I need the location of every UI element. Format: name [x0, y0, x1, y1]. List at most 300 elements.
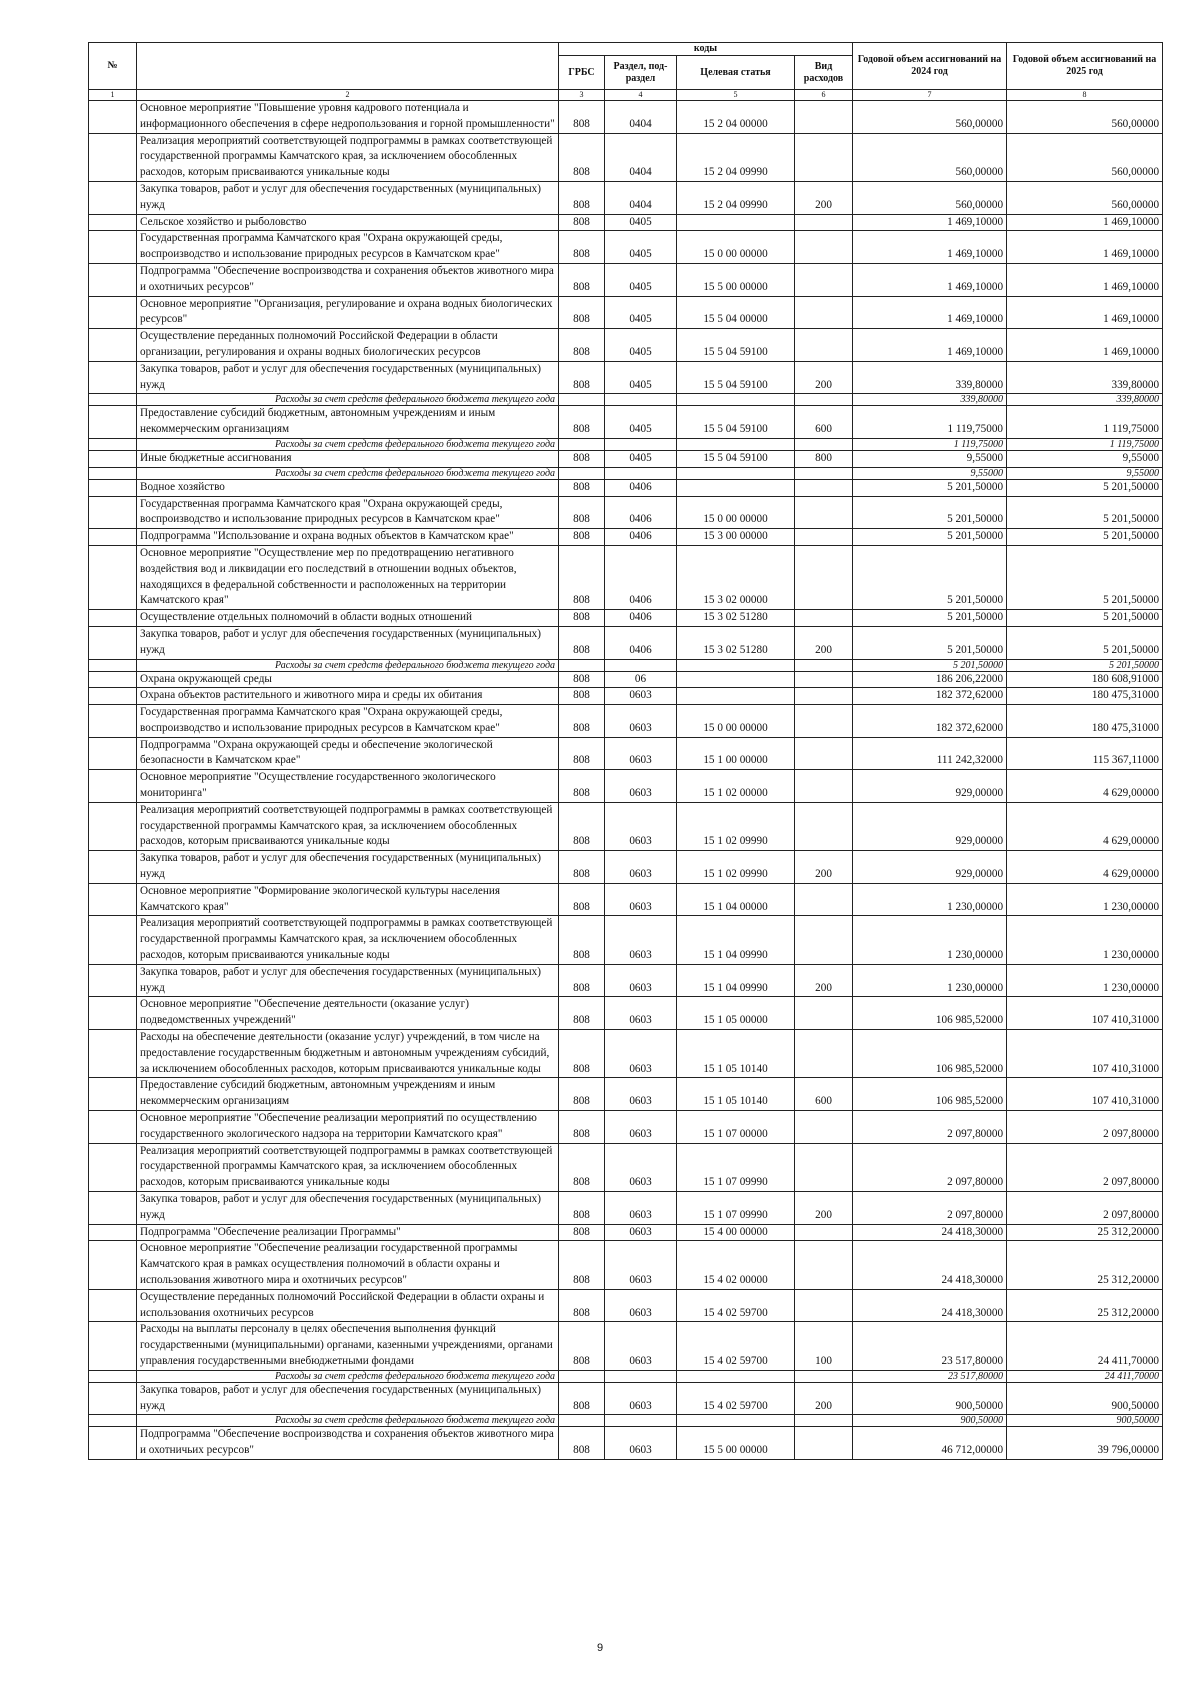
column-number: 5	[677, 90, 795, 101]
row-value-2024: 5 201,50000	[853, 659, 1007, 671]
row-target: 15 0 00 00000	[677, 705, 795, 738]
row-value-2024: 1 230,00000	[853, 916, 1007, 964]
row-target: 15 3 02 51280	[677, 626, 795, 659]
row-value-2024: 1 469,10000	[853, 214, 1007, 231]
row-value-2025: 900,50000	[1007, 1415, 1163, 1427]
row-section: 0603	[605, 851, 677, 884]
row-value-2025: 900,50000	[1007, 1382, 1163, 1415]
row-section: 0406	[605, 626, 677, 659]
row-target: 15 5 00 00000	[677, 1427, 795, 1460]
row-type	[795, 737, 853, 770]
row-section	[605, 659, 677, 671]
row-value-2024: 23 517,80000	[853, 1370, 1007, 1382]
row-value-2024: 9,55000	[853, 467, 1007, 479]
row-number	[89, 545, 137, 609]
column-number: 4	[605, 90, 677, 101]
row-number	[89, 671, 137, 688]
row-name: Реализация мероприятий соответствующей подпрограммы в рамках соответствующей государственной программы Камчатского края, за исключением обособленных расходов, которым присваиваются уникальные коды	[137, 1143, 559, 1191]
row-section: 0603	[605, 802, 677, 850]
row-number	[89, 1111, 137, 1144]
row-name: Основное мероприятие "Обеспечение реализации государственной программы Камчатского края в рамках осуществления полномочий в области охраны и использования животного мира и охотничьих ресурсов"	[137, 1241, 559, 1289]
row-section: 0603	[605, 1382, 677, 1415]
row-target	[677, 659, 795, 671]
table-row	[89, 529, 1163, 546]
header-volume-2025: Годовой объем ассигнований на 2025 год	[1007, 43, 1163, 90]
row-number	[89, 1382, 137, 1415]
row-grbs: 808	[559, 626, 605, 659]
row-number	[89, 883, 137, 916]
row-target: 15 5 04 59100	[677, 329, 795, 362]
column-number: 2	[137, 90, 559, 101]
row-number	[89, 1192, 137, 1225]
row-name: Основное мероприятие "Формирование экологической культуры населения Камчатского края"	[137, 883, 559, 916]
row-number	[89, 329, 137, 362]
row-section: 0603	[605, 1427, 677, 1460]
federal-budget-row	[89, 438, 1163, 450]
row-value-2024: 929,00000	[853, 851, 1007, 884]
row-number	[89, 1241, 137, 1289]
row-grbs: 808	[559, 1241, 605, 1289]
row-number	[89, 1427, 137, 1460]
row-name: Государственная программа Камчатского края "Охрана окружающей среды, воспроизводство и использование природных ресурсов в Камчатском крае"	[137, 231, 559, 264]
table-row	[89, 545, 1163, 609]
row-name: Основное мероприятие "Обеспечение реализации мероприятий по осуществлению государственного экологического надзора на территории Камчатского края"	[137, 1111, 559, 1144]
row-number	[89, 737, 137, 770]
row-name: Расходы за счет средств федерального бюджета текущего года	[137, 659, 559, 671]
row-value-2025: 107 410,31000	[1007, 1030, 1163, 1078]
row-type	[795, 883, 853, 916]
row-target: 15 5 04 59100	[677, 406, 795, 439]
row-value-2025: 2 097,80000	[1007, 1143, 1163, 1191]
row-value-2024: 1 119,75000	[853, 438, 1007, 450]
row-value-2025: 5 201,50000	[1007, 496, 1163, 529]
table-row	[89, 964, 1163, 997]
row-name: Основное мероприятие "Осуществление мер по предотвращению негативного воздействия вод и ликвидации его последствий в отношении водных объектов, находящихся в федеральной собственности и расположенных на территории Камчатского края"	[137, 545, 559, 609]
row-target: 15 4 02 00000	[677, 1241, 795, 1289]
row-number	[89, 1030, 137, 1078]
row-value-2024: 900,50000	[853, 1382, 1007, 1415]
row-grbs: 808	[559, 181, 605, 214]
row-target: 15 0 00 00000	[677, 496, 795, 529]
row-value-2024: 24 418,30000	[853, 1289, 1007, 1322]
row-type: 200	[795, 1192, 853, 1225]
table-row	[89, 705, 1163, 738]
row-value-2025: 25 312,20000	[1007, 1241, 1163, 1289]
row-grbs: 808	[559, 1289, 605, 1322]
row-target: 15 2 04 09990	[677, 133, 795, 181]
table-row	[89, 1322, 1163, 1370]
row-value-2024: 5 201,50000	[853, 479, 1007, 496]
row-number	[89, 1415, 137, 1427]
row-value-2025: 5 201,50000	[1007, 479, 1163, 496]
row-type: 200	[795, 964, 853, 997]
row-target	[677, 438, 795, 450]
row-grbs	[559, 1370, 605, 1382]
table-row	[89, 361, 1163, 394]
row-name: Подпрограмма "Обеспечение воспроизводства и сохранения объектов животного мира и охотничьих ресурсов"	[137, 1427, 559, 1460]
row-section: 0406	[605, 545, 677, 609]
row-value-2024: 24 418,30000	[853, 1241, 1007, 1289]
row-section: 0603	[605, 1111, 677, 1144]
row-type	[795, 263, 853, 296]
row-name: Основное мероприятие "Организация, регулирование и охрана водных биологических ресурсов"	[137, 296, 559, 329]
row-target: 15 3 02 51280	[677, 610, 795, 627]
row-type	[795, 1224, 853, 1241]
row-target: 15 4 02 59700	[677, 1289, 795, 1322]
row-type: 200	[795, 181, 853, 214]
row-section: 0603	[605, 1030, 677, 1078]
row-name: Расходы на выплаты персоналу в целях обеспечения выполнения функций государственными (муниципальными) органами, казенными учреждениями, органами управления государственными внебюджетными фондами	[137, 1322, 559, 1370]
row-grbs: 808	[559, 406, 605, 439]
row-target: 15 5 04 00000	[677, 296, 795, 329]
row-name: Закупка товаров, работ и услуг для обеспечения государственных (муниципальных) нужд	[137, 1382, 559, 1415]
row-value-2024: 339,80000	[853, 361, 1007, 394]
row-grbs: 808	[559, 964, 605, 997]
row-section	[605, 1415, 677, 1427]
header-codes: коды	[559, 43, 853, 56]
row-section: 0406	[605, 479, 677, 496]
row-value-2025: 560,00000	[1007, 181, 1163, 214]
row-value-2024: 2 097,80000	[853, 1192, 1007, 1225]
row-name: Водное хозяйство	[137, 479, 559, 496]
row-value-2025: 1 119,75000	[1007, 406, 1163, 439]
row-type: 600	[795, 1078, 853, 1111]
row-grbs: 808	[559, 1192, 605, 1225]
row-value-2024: 182 372,62000	[853, 688, 1007, 705]
table-row	[89, 496, 1163, 529]
row-value-2024: 929,00000	[853, 770, 1007, 803]
row-value-2025: 1 230,00000	[1007, 916, 1163, 964]
row-grbs: 808	[559, 545, 605, 609]
row-target: 15 1 00 00000	[677, 737, 795, 770]
row-number	[89, 851, 137, 884]
table-row	[89, 263, 1163, 296]
row-value-2025: 24 411,70000	[1007, 1370, 1163, 1382]
row-value-2024: 23 517,80000	[853, 1322, 1007, 1370]
header-number: №	[89, 43, 137, 90]
row-name: Подпрограмма "Обеспечение воспроизводства и сохранения объектов животного мира и охотничьих ресурсов"	[137, 263, 559, 296]
row-section	[605, 438, 677, 450]
row-grbs	[559, 438, 605, 450]
row-value-2024: 106 985,52000	[853, 997, 1007, 1030]
row-type	[795, 1241, 853, 1289]
row-value-2024: 1 469,10000	[853, 231, 1007, 264]
row-type	[795, 296, 853, 329]
row-number	[89, 1322, 137, 1370]
row-number	[89, 1370, 137, 1382]
row-number	[89, 406, 137, 439]
row-number	[89, 770, 137, 803]
row-grbs: 808	[559, 802, 605, 850]
table-row	[89, 1224, 1163, 1241]
row-grbs	[559, 394, 605, 406]
row-name: Расходы за счет средств федерального бюджета текущего года	[137, 438, 559, 450]
row-type	[795, 1143, 853, 1191]
row-value-2024: 1 230,00000	[853, 964, 1007, 997]
row-section: 06	[605, 671, 677, 688]
row-target: 15 1 04 09990	[677, 916, 795, 964]
row-grbs: 808	[559, 671, 605, 688]
row-type	[795, 545, 853, 609]
row-name: Основное мероприятие "Осуществление государственного экологического мониторинга"	[137, 770, 559, 803]
row-name: Расходы на обеспечение деятельности (оказание услуг) учреждений, в том числе на предоставление государственным бюджетным и автономным учреждениям субсидий, за исключением обособленных расходов, которым присваиваются уникальные коды	[137, 1030, 559, 1078]
row-name: Основное мероприятие "Повышение уровня кадрового потенциала и информационного обеспечения в сфере недропользования и горной промышленности"	[137, 101, 559, 134]
table-row	[89, 101, 1163, 134]
row-name: Расходы за счет средств федерального бюджета текущего года	[137, 394, 559, 406]
table-row	[89, 1030, 1163, 1078]
row-target: 15 0 00 00000	[677, 231, 795, 264]
row-name: Государственная программа Камчатского края "Охрана окружающей среды, воспроизводство и использование природных ресурсов в Камчатском крае"	[137, 496, 559, 529]
row-target	[677, 394, 795, 406]
row-number	[89, 296, 137, 329]
row-name: Подпрограмма "Использование и охрана водных объектов в Камчатском крае"	[137, 529, 559, 546]
column-number: 3	[559, 90, 605, 101]
row-number	[89, 263, 137, 296]
row-grbs: 808	[559, 1382, 605, 1415]
row-number	[89, 181, 137, 214]
row-target: 15 1 07 09990	[677, 1192, 795, 1225]
row-type: 100	[795, 1322, 853, 1370]
row-grbs: 808	[559, 997, 605, 1030]
row-grbs: 808	[559, 1322, 605, 1370]
row-value-2024: 1 469,10000	[853, 329, 1007, 362]
row-section: 0603	[605, 737, 677, 770]
row-name: Охрана объектов растительного и животного мира и среды их обитания	[137, 688, 559, 705]
row-section	[605, 467, 677, 479]
table-row	[89, 1192, 1163, 1225]
row-type	[795, 1289, 853, 1322]
row-value-2025: 4 629,00000	[1007, 802, 1163, 850]
row-target	[677, 479, 795, 496]
row-section: 0603	[605, 1078, 677, 1111]
row-section: 0405	[605, 406, 677, 439]
federal-budget-row	[89, 467, 1163, 479]
row-value-2024: 106 985,52000	[853, 1078, 1007, 1111]
row-value-2024: 339,80000	[853, 394, 1007, 406]
row-grbs: 808	[559, 479, 605, 496]
row-value-2025: 180 608,91000	[1007, 671, 1163, 688]
table-row	[89, 1143, 1163, 1191]
row-value-2024: 186 206,22000	[853, 671, 1007, 688]
row-type	[795, 214, 853, 231]
header-type: Вид расходов	[795, 56, 853, 90]
row-grbs: 808	[559, 496, 605, 529]
row-section: 0405	[605, 329, 677, 362]
row-section: 0405	[605, 296, 677, 329]
row-grbs: 808	[559, 529, 605, 546]
row-number	[89, 705, 137, 738]
row-number	[89, 438, 137, 450]
row-target: 15 4 00 00000	[677, 1224, 795, 1241]
row-name: Подпрограмма "Обеспечение реализации Программы"	[137, 1224, 559, 1241]
row-grbs: 808	[559, 1111, 605, 1144]
row-number	[89, 626, 137, 659]
row-target: 15 4 02 59700	[677, 1322, 795, 1370]
row-value-2024: 111 242,32000	[853, 737, 1007, 770]
row-type	[795, 1370, 853, 1382]
row-value-2025: 4 629,00000	[1007, 851, 1163, 884]
row-type	[795, 659, 853, 671]
row-value-2025: 2 097,80000	[1007, 1111, 1163, 1144]
row-target: 15 1 05 10140	[677, 1030, 795, 1078]
row-section: 0603	[605, 705, 677, 738]
row-name: Закупка товаров, работ и услуг для обеспечения государственных (муниципальных) нужд	[137, 1192, 559, 1225]
row-section: 0406	[605, 496, 677, 529]
row-target: 15 1 02 09990	[677, 851, 795, 884]
row-value-2024: 1 469,10000	[853, 263, 1007, 296]
row-name: Иные бюджетные ассигнования	[137, 450, 559, 467]
table-row	[89, 1289, 1163, 1322]
row-number	[89, 214, 137, 231]
row-section	[605, 394, 677, 406]
page-number: 9	[596, 1642, 604, 1654]
row-number	[89, 802, 137, 850]
table-body	[89, 101, 1163, 1460]
row-name: Закупка товаров, работ и услуг для обеспечения государственных (муниципальных) нужд	[137, 851, 559, 884]
row-section: 0603	[605, 1224, 677, 1241]
row-number	[89, 101, 137, 134]
row-type: 200	[795, 626, 853, 659]
row-target: 15 2 04 00000	[677, 101, 795, 134]
row-type: 200	[795, 851, 853, 884]
row-value-2025: 1 469,10000	[1007, 214, 1163, 231]
row-name: Реализация мероприятий соответствующей подпрограммы в рамках соответствующей государственной программы Камчатского края, за исключением обособленных расходов, которым присваиваются уникальные коды	[137, 802, 559, 850]
table-row	[89, 883, 1163, 916]
row-value-2025: 560,00000	[1007, 133, 1163, 181]
row-grbs: 808	[559, 737, 605, 770]
row-section: 0405	[605, 450, 677, 467]
row-target	[677, 214, 795, 231]
row-number	[89, 997, 137, 1030]
table-row	[89, 1241, 1163, 1289]
row-value-2025: 5 201,50000	[1007, 529, 1163, 546]
row-section: 0404	[605, 101, 677, 134]
row-section: 0405	[605, 231, 677, 264]
row-value-2025: 9,55000	[1007, 467, 1163, 479]
row-target: 15 5 00 00000	[677, 263, 795, 296]
row-target: 15 4 02 59700	[677, 1382, 795, 1415]
table-row	[89, 479, 1163, 496]
row-type	[795, 438, 853, 450]
row-section: 0603	[605, 883, 677, 916]
row-type	[795, 101, 853, 134]
row-grbs: 808	[559, 688, 605, 705]
table-row	[89, 671, 1163, 688]
column-number-row	[89, 90, 1163, 101]
row-value-2024: 2 097,80000	[853, 1111, 1007, 1144]
row-value-2025: 2 097,80000	[1007, 1192, 1163, 1225]
row-section: 0406	[605, 610, 677, 627]
row-type	[795, 997, 853, 1030]
row-name: Закупка товаров, работ и услуг для обеспечения государственных (муниципальных) нужд	[137, 964, 559, 997]
row-grbs: 808	[559, 450, 605, 467]
row-name: Сельское хозяйство и рыболовство	[137, 214, 559, 231]
row-name: Предоставление субсидий бюджетным, автономным учреждениям и иным некоммерческим организациям	[137, 1078, 559, 1111]
row-section: 0405	[605, 214, 677, 231]
row-value-2024: 1 119,75000	[853, 406, 1007, 439]
row-type	[795, 496, 853, 529]
table-row	[89, 610, 1163, 627]
row-target: 15 5 04 59100	[677, 450, 795, 467]
row-number	[89, 659, 137, 671]
row-target: 15 1 05 10140	[677, 1078, 795, 1111]
row-value-2024: 560,00000	[853, 133, 1007, 181]
row-name: Расходы за счет средств федерального бюджета текущего года	[137, 1415, 559, 1427]
row-number	[89, 1143, 137, 1191]
budget-table	[88, 42, 1163, 1460]
row-value-2025: 25 312,20000	[1007, 1224, 1163, 1241]
header-volume-2024: Годовой объем ассигнований на 2024 год	[853, 43, 1007, 90]
row-value-2024: 2 097,80000	[853, 1143, 1007, 1191]
row-target: 15 1 04 09990	[677, 964, 795, 997]
row-target: 15 3 02 00000	[677, 545, 795, 609]
row-type	[795, 802, 853, 850]
row-type	[795, 770, 853, 803]
row-section: 0603	[605, 770, 677, 803]
row-value-2025: 5 201,50000	[1007, 659, 1163, 671]
row-value-2024: 900,50000	[853, 1415, 1007, 1427]
row-target	[677, 1415, 795, 1427]
row-number	[89, 394, 137, 406]
table-row	[89, 181, 1163, 214]
row-target	[677, 1370, 795, 1382]
row-value-2025: 5 201,50000	[1007, 545, 1163, 609]
row-section: 0404	[605, 181, 677, 214]
row-value-2025: 180 475,31000	[1007, 705, 1163, 738]
table-row	[89, 916, 1163, 964]
row-grbs	[559, 659, 605, 671]
federal-budget-row	[89, 394, 1163, 406]
table-row	[89, 296, 1163, 329]
row-section: 0603	[605, 964, 677, 997]
row-grbs: 808	[559, 705, 605, 738]
row-value-2024: 560,00000	[853, 101, 1007, 134]
row-number	[89, 496, 137, 529]
column-number: 6	[795, 90, 853, 101]
row-type: 200	[795, 1382, 853, 1415]
row-value-2024: 24 418,30000	[853, 1224, 1007, 1241]
row-section: 0603	[605, 1192, 677, 1225]
row-value-2025: 1 119,75000	[1007, 438, 1163, 450]
row-grbs: 808	[559, 296, 605, 329]
table-row	[89, 997, 1163, 1030]
row-grbs: 808	[559, 851, 605, 884]
row-value-2024: 5 201,50000	[853, 496, 1007, 529]
row-number	[89, 610, 137, 627]
row-target: 15 1 04 00000	[677, 883, 795, 916]
row-type	[795, 479, 853, 496]
table-row	[89, 851, 1163, 884]
row-number	[89, 688, 137, 705]
table-row	[89, 802, 1163, 850]
row-name: Закупка товаров, работ и услуг для обеспечения государственных (муниципальных) нужд	[137, 181, 559, 214]
row-section: 0405	[605, 361, 677, 394]
row-name: Реализация мероприятий соответствующей подпрограммы в рамках соответствующей государственной программы Камчатского края, за исключением обособленных расходов, которым присваиваются уникальные коды	[137, 916, 559, 964]
row-section: 0603	[605, 1322, 677, 1370]
row-value-2024: 5 201,50000	[853, 529, 1007, 546]
row-grbs: 808	[559, 610, 605, 627]
row-value-2024: 1 230,00000	[853, 883, 1007, 916]
row-section: 0406	[605, 529, 677, 546]
row-section: 0405	[605, 263, 677, 296]
row-number	[89, 231, 137, 264]
row-target	[677, 688, 795, 705]
row-grbs: 808	[559, 770, 605, 803]
federal-budget-row	[89, 659, 1163, 671]
header-name	[137, 43, 559, 90]
row-type	[795, 529, 853, 546]
row-name: Государственная программа Камчатского края "Охрана окружающей среды, воспроизводство и использование природных ресурсов в Камчатском крае"	[137, 705, 559, 738]
